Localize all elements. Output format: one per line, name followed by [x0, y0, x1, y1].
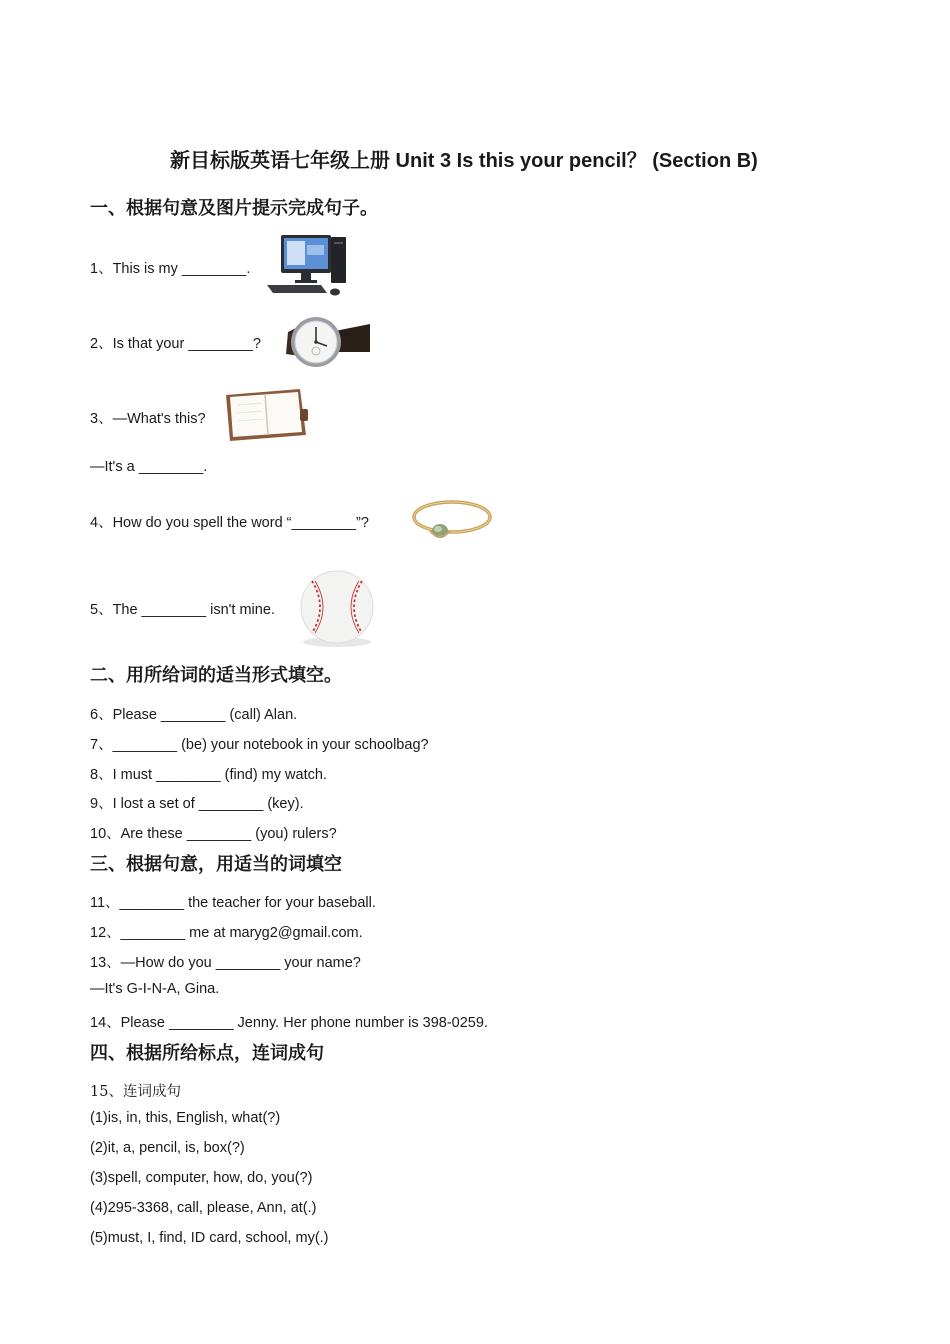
question-1: 1、This is my ________.	[90, 261, 251, 277]
sentence-1: (1)is, in, this, English, what(?)	[90, 1110, 281, 1126]
question-2: 2、Is that your ________?	[90, 336, 261, 352]
section-3-heading: 三、根据句意，用适当的词填空	[90, 854, 342, 874]
question-13b: —It's G-I-N-A, Gina.	[90, 981, 220, 997]
question-4: 4、How do you spell the word “________”?	[90, 515, 369, 531]
question-11: 11、________ the teacher for your baseball.	[90, 895, 376, 911]
question-9: 9、I lost a set of ________ (key).	[90, 796, 304, 812]
page-title: 新目标版英语七年级上册 Unit 3 Is this your pencil？ (Section B)	[170, 150, 758, 172]
question-13a: 13、—How do you ________ your name?	[90, 955, 361, 971]
question-15: 15、连词成句	[90, 1084, 181, 1100]
question-3a: 3、—What's this?	[90, 411, 206, 427]
sentence-2: (2)it, a, pencil, is, box(?)	[90, 1140, 245, 1156]
watch-icon	[280, 312, 372, 370]
question-10: 10、Are these ________ (you) rulers?	[90, 826, 337, 842]
section-2-heading: 二、用所给词的适当形式填空。	[90, 665, 342, 685]
question-6: 6、Please ________ (call) Alan.	[90, 707, 298, 723]
question-8: 8、I must ________ (find) my watch.	[90, 767, 327, 783]
question-12: 12、________ me at maryg2@gmail.com.	[90, 925, 363, 941]
computer-icon	[265, 233, 350, 297]
section-1-heading: 一、根据句意及图片提示完成句子。	[90, 198, 378, 218]
question-3b: —It's a ________.	[90, 459, 208, 475]
baseball-icon	[294, 567, 380, 649]
section-4-heading: 四、根据所给标点，连词成句	[90, 1043, 324, 1063]
sentence-4: (4)295-3368, call, please, Ann, at(.)	[90, 1200, 317, 1216]
question-5: 5、The ________ isn't mine.	[90, 602, 275, 618]
sentence-5: (5)must, I, find, ID card, school, my(.)	[90, 1230, 329, 1246]
question-7: 7、________ (be) your notebook in your schoolbag?	[90, 737, 429, 753]
question-14: 14、Please ________ Jenny. Her phone number is 398-0259.	[90, 1015, 488, 1031]
sentence-3: (3)spell, computer, how, do, you(?)	[90, 1170, 313, 1186]
notebook-icon	[220, 387, 310, 443]
ring-icon	[400, 490, 496, 552]
